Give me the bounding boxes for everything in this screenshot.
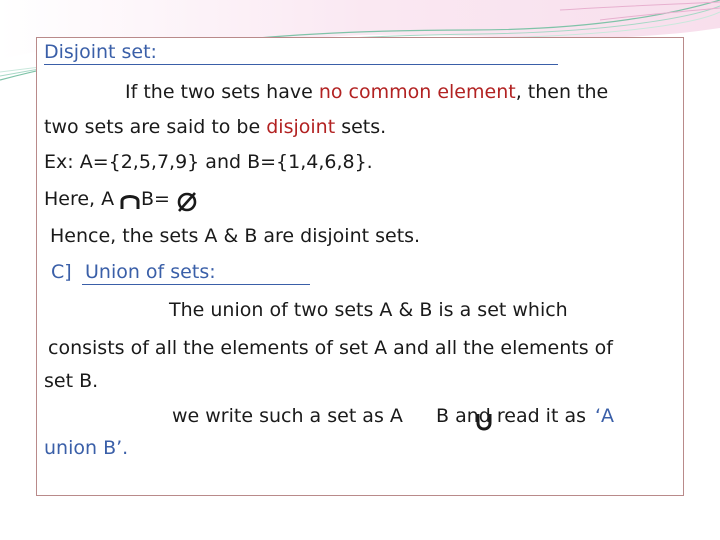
- disjoint-heading: Disjoint set:: [44, 41, 157, 63]
- disjoint-emphasis: disjoint: [266, 116, 336, 138]
- disjoint-example: Ex: A={2,5,7,9} and B={1,4,6,8}.: [44, 151, 373, 173]
- union-definition-line2: consists of all the elements of set A and all the elements of: [48, 337, 613, 359]
- disjoint-heading-underline: [44, 64, 558, 65]
- union-notation-mid: B and read it as: [436, 405, 586, 427]
- definition-emphasis: no common element: [318, 81, 516, 103]
- union-quote-a: ‘A: [595, 405, 615, 427]
- union-definition-line1: The union of two sets A & B is a set which: [169, 299, 568, 321]
- disjoint-conclusion: Hence, the sets A & B are disjoint sets.: [50, 225, 421, 247]
- definition-text-end: , then the: [515, 81, 609, 103]
- union-notation-pre: we write such a set as A: [172, 405, 403, 427]
- here-a-text: Here, A: [44, 188, 115, 210]
- definition-text: two sets are said to be: [44, 116, 267, 138]
- definition-text-end: sets.: [335, 116, 387, 138]
- disjoint-definition-line2: [44, 115, 386, 139]
- here-b-text: B=: [141, 188, 170, 210]
- union-heading: Union of sets:: [85, 261, 216, 283]
- union-icon: [474, 411, 494, 433]
- union-notation-end: union B’.: [44, 437, 129, 459]
- empty-set-icon: [175, 190, 199, 214]
- union-definition-line3: set B.: [44, 370, 99, 392]
- union-heading-underline: [82, 284, 310, 285]
- definition-text: If the two sets have: [125, 81, 319, 103]
- disjoint-definition-line1: [125, 80, 608, 104]
- union-section-label: C]: [51, 261, 72, 283]
- intersection-icon: [119, 191, 141, 211]
